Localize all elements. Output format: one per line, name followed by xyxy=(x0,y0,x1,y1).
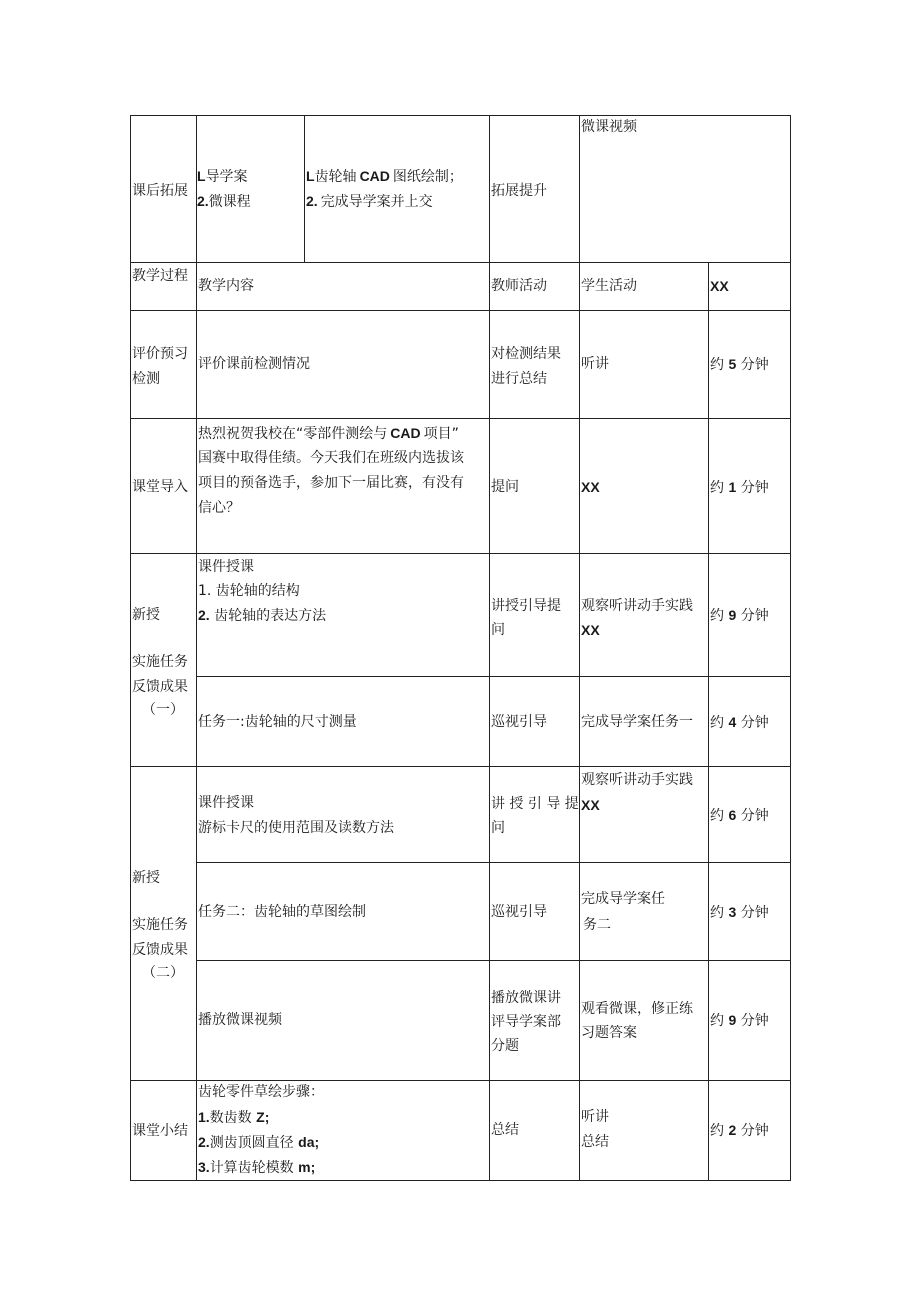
student-activity: 完成导学案任 xyxy=(581,891,665,907)
teaching-content-line: 齿轮零件草绘步骤： xyxy=(198,1084,324,1100)
table-line xyxy=(304,115,305,262)
row-label: 实施任务 xyxy=(132,917,188,933)
step-variable: da; xyxy=(298,1134,320,1150)
table-line xyxy=(130,310,791,311)
table-line xyxy=(708,262,709,1181)
row-label: 实施任务 xyxy=(132,654,188,670)
table-line xyxy=(196,862,791,863)
teacher-activity: 讲 授 引 导 提 xyxy=(491,796,579,812)
student-activity: 习题答案 xyxy=(581,1025,637,1041)
teacher-activity: 分题 xyxy=(491,1038,519,1054)
table-line xyxy=(196,960,791,961)
time-prefix: 约 xyxy=(710,1123,724,1139)
student-activity: 观察听讲动手实践 xyxy=(581,598,693,614)
list-number: 3. xyxy=(198,1159,210,1175)
header-teacher-activity: 教师活动 xyxy=(491,278,547,294)
list-number: L xyxy=(306,168,315,184)
row-label: 课堂导入 xyxy=(132,479,188,495)
list-number: 1. xyxy=(198,1109,210,1125)
teaching-content: 任务一:齿轮轴的尺寸测量 xyxy=(198,714,357,730)
teacher-activity: 巡视引导 xyxy=(491,714,547,730)
task-text: 完成导学案并上交 xyxy=(320,194,433,210)
table-line xyxy=(196,115,197,1181)
teaching-content-line: 国赛中取得佳绩。今天我们在班级内选拔该 xyxy=(198,450,464,466)
time-estimate xyxy=(710,603,769,628)
time-prefix: 约 xyxy=(710,608,724,624)
teacher-activity: 巡视引导 xyxy=(491,904,547,920)
student-activity: 微课视频 xyxy=(581,119,637,135)
row-label: 评价预习 xyxy=(132,346,188,362)
table-line xyxy=(130,418,791,419)
time-estimate xyxy=(710,1118,769,1143)
table-line xyxy=(130,553,791,554)
teacher-activity: 拓展提升 xyxy=(491,183,547,199)
task-item-2 xyxy=(306,189,433,214)
table-line xyxy=(130,1180,791,1181)
teacher-activity: 提问 xyxy=(491,479,519,495)
time-number: 4 xyxy=(728,714,737,730)
teaching-content-line: 项目的预备选手，参加下一届比赛，有没有 xyxy=(198,475,464,491)
teacher-activity: 播放微课讲 xyxy=(491,990,561,1006)
teacher-activity: 对检测结果 xyxy=(491,346,561,362)
teaching-content-line: 课件授课 xyxy=(198,559,254,575)
time-number: 5 xyxy=(728,356,737,372)
table-line xyxy=(489,115,490,1181)
teaching-content-line xyxy=(198,603,326,628)
time-unit: 分钟 xyxy=(740,1123,769,1139)
teaching-content-line xyxy=(198,421,459,446)
step-text: 测齿顶圆直径 xyxy=(209,1135,294,1151)
time-prefix: 约 xyxy=(710,808,724,824)
time-prefix: 约 xyxy=(710,905,724,921)
student-activity: 总结 xyxy=(581,1134,609,1150)
time-estimate xyxy=(710,1008,769,1033)
teacher-activity: 评导学案部 xyxy=(491,1014,561,1030)
row-label: 新授 xyxy=(132,870,160,886)
row-label: （一） xyxy=(142,702,184,718)
student-activity: XX xyxy=(581,797,600,813)
intro-text: 热烈祝贺我校在“零部件测绘与 xyxy=(198,426,388,442)
task-text: 图纸绘制； xyxy=(392,169,463,185)
teaching-content-line: 课件授课 xyxy=(198,795,254,811)
teacher-activity: 问 xyxy=(491,820,505,836)
header-teaching-process: 教学过程 xyxy=(132,268,188,284)
row-label: 新授 xyxy=(132,607,160,623)
time-unit: 分钟 xyxy=(740,905,769,921)
time-number: 2 xyxy=(728,1122,737,1138)
summary-step xyxy=(198,1130,319,1155)
header-extra: XX xyxy=(710,278,729,294)
time-number: 9 xyxy=(728,607,737,623)
materials-item-1 xyxy=(197,164,248,189)
student-activity: XX xyxy=(581,622,600,638)
task-text: 齿轮轴 xyxy=(314,169,357,185)
step-variable: Z; xyxy=(256,1109,270,1125)
time-prefix: 约 xyxy=(710,357,724,373)
teaching-content: 播放微课视频 xyxy=(198,1012,282,1028)
time-number: 1 xyxy=(728,479,737,495)
student-activity: XX xyxy=(581,479,600,495)
table-line xyxy=(130,262,791,263)
time-unit: 分钟 xyxy=(740,608,769,624)
materials-text: 微课程 xyxy=(208,194,251,210)
list-number: 2. xyxy=(198,1134,210,1150)
time-number: 9 xyxy=(728,1012,737,1028)
teaching-content-line: 游标卡尺的使用范围及读数方法 xyxy=(198,820,394,836)
time-estimate xyxy=(710,803,769,828)
content-text: 齿轮轴的表达方法 xyxy=(214,608,327,624)
row-label: 课堂小结 xyxy=(132,1123,188,1139)
teaching-content-line: 信心？ xyxy=(198,500,240,516)
row-label: 反馈成果 xyxy=(132,679,188,695)
time-unit: 分钟 xyxy=(740,1013,769,1029)
summary-step xyxy=(198,1105,269,1130)
row-label: 检测 xyxy=(132,371,160,387)
header-teaching-content: 教学内容 xyxy=(198,278,254,294)
time-number: 6 xyxy=(728,807,737,823)
student-activity: 完成导学案任务一 xyxy=(581,714,693,730)
intro-text-cad: CAD xyxy=(390,425,421,441)
list-number: 2. xyxy=(197,193,209,209)
time-number: 3 xyxy=(728,904,737,920)
time-unit: 分钟 xyxy=(740,357,769,373)
time-prefix: 约 xyxy=(710,1013,724,1029)
list-number: 2. xyxy=(198,607,210,623)
table-line xyxy=(790,115,791,1181)
teacher-activity: 问 xyxy=(491,622,505,638)
table-line xyxy=(130,115,791,116)
time-estimate xyxy=(710,900,769,925)
teaching-content: 任务二：齿轮轴的草图绘制 xyxy=(198,904,366,920)
summary-step xyxy=(198,1155,315,1180)
time-estimate xyxy=(710,475,769,500)
list-number: 2. xyxy=(306,193,318,209)
table-line xyxy=(196,676,791,677)
table-line xyxy=(130,766,791,767)
teaching-content-line: 1. 齿轮轴的结构 xyxy=(198,583,300,599)
time-estimate xyxy=(710,352,769,377)
teacher-activity: 讲授引导提 xyxy=(491,598,561,614)
row-label: 反馈成果 xyxy=(132,942,188,958)
row-label: 课后拓展 xyxy=(132,183,188,199)
intro-text: 项目” xyxy=(423,426,459,442)
header-student-activity: 学生活动 xyxy=(581,278,637,294)
materials-text: 导学案 xyxy=(205,169,248,185)
materials-item-2 xyxy=(197,189,251,214)
list-number: L xyxy=(197,168,206,184)
table-line xyxy=(579,115,580,1181)
task-item-1 xyxy=(306,164,463,189)
time-estimate xyxy=(710,710,769,735)
time-unit: 分钟 xyxy=(740,480,769,496)
student-activity: 观看微课，修正练 xyxy=(581,1001,693,1017)
teacher-activity: 总结 xyxy=(491,1122,519,1138)
step-text: 数齿数 xyxy=(209,1110,252,1126)
step-variable: m; xyxy=(298,1159,316,1175)
time-unit: 分钟 xyxy=(740,808,769,824)
step-text: 计算齿轮模数 xyxy=(209,1160,294,1176)
time-prefix: 约 xyxy=(710,715,724,731)
student-activity: 听讲 xyxy=(581,356,609,372)
teaching-content: 评价课前检测情况 xyxy=(198,356,310,372)
time-unit: 分钟 xyxy=(740,715,769,731)
student-activity: 务二 xyxy=(583,917,611,933)
task-text-cad: CAD xyxy=(359,168,390,184)
student-activity: 听讲 xyxy=(581,1109,609,1125)
time-prefix: 约 xyxy=(710,480,724,496)
row-label: （二） xyxy=(142,965,184,981)
student-activity: 观察听讲动手实践 xyxy=(581,772,693,788)
teacher-activity: 进行总结 xyxy=(491,371,547,387)
table-line xyxy=(130,115,131,1181)
